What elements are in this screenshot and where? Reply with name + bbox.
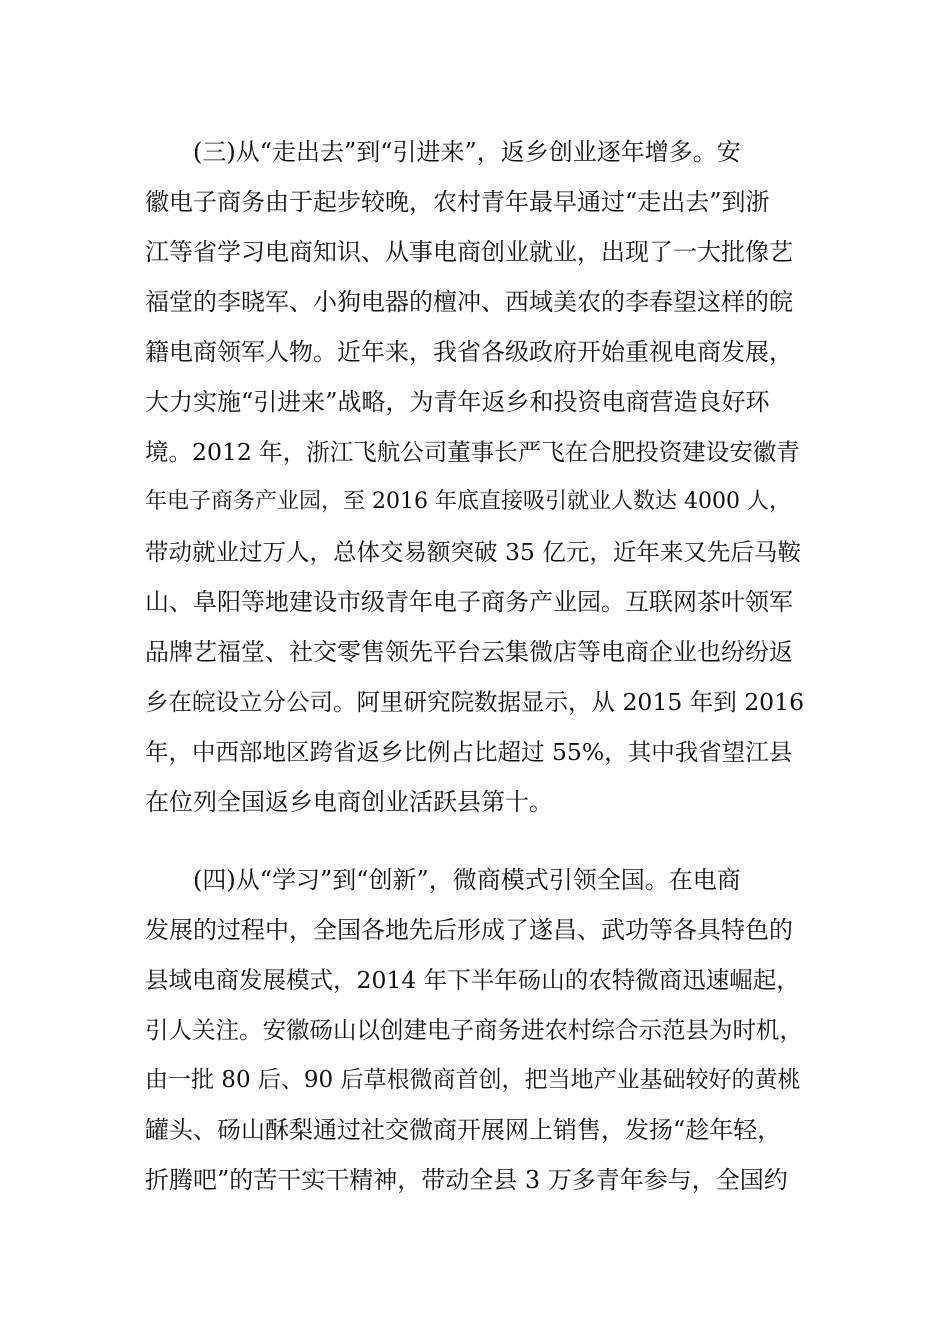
- text-line: 福堂的李晓军、小狗电器的檀冲、西域美农的李春望这样的皖: [145, 288, 793, 316]
- text-line: 籍电商领军人物。近年来，我省各级政府开始重视电商发展，: [145, 338, 793, 366]
- text-line: 年，中西部地区跨省返乡比例占比超过 55%，其中我省望江县: [145, 738, 793, 766]
- text-line: 山、阜阳等地建设市级青年电子商务产业园。互联网茶叶领军: [145, 588, 793, 616]
- text-line: 发展的过程中，全国各地先后形成了遂昌、武功等各具特色的: [145, 916, 793, 944]
- text-line: 年电子商务产业园，至 2016 年底直接吸引就业人数达 4000 人，: [145, 489, 791, 514]
- text-line: 大力实施“引进来”战略，为青年返乡和投资电商营造良好环: [145, 388, 770, 416]
- text-line: 县域电商发展模式，2014 年下半年砀山的农特微商迅速崛起，: [145, 966, 800, 994]
- text-line: 折腾吧”的苦干实干精神，带动全县 3 万多青年参与，全国约: [145, 1166, 788, 1194]
- text-line: 江等省学习电商知识、从事电商创业就业，出现了一大批像艺: [145, 238, 793, 266]
- text-line: 境。2012 年，浙江飞航公司董事长严飞在合肥投资建设安徽青: [145, 438, 800, 466]
- text-line: 由一批 80 后、90 后草根微商首创，把当地产业基础较好的黄桃: [145, 1067, 801, 1093]
- text-line: (三)从“走出去”到“引进来”，返乡创业逐年增多。安: [193, 138, 741, 166]
- text-line: (四)从“学习”到“创新”，微商模式引领全国。在电商: [193, 866, 741, 894]
- text-line: 乡在皖设立分公司。阿里研究院数据显示，从 2015 年到 2016: [145, 688, 805, 716]
- text-line: 在位列全国返乡电商创业活跃县第十。: [145, 788, 553, 816]
- text-line: 品牌艺福堂、社交零售领先平台云集微店等电商企业也纷纷返: [145, 638, 793, 666]
- text-line: 罐头、砀山酥梨通过社交微商开展网上销售，发扬“趁年轻，: [145, 1116, 782, 1144]
- text-line: 引人关注。安徽砀山以创建电子商务进农村综合示范县为时机，: [145, 1016, 803, 1044]
- text-line: 带动就业过万人，总体交易额突破 35 亿元，近年来又先后马鞍: [145, 538, 801, 566]
- text-line: 徽电子商务由于起步较晚，农村青年最早通过“走出去”到浙: [145, 188, 770, 216]
